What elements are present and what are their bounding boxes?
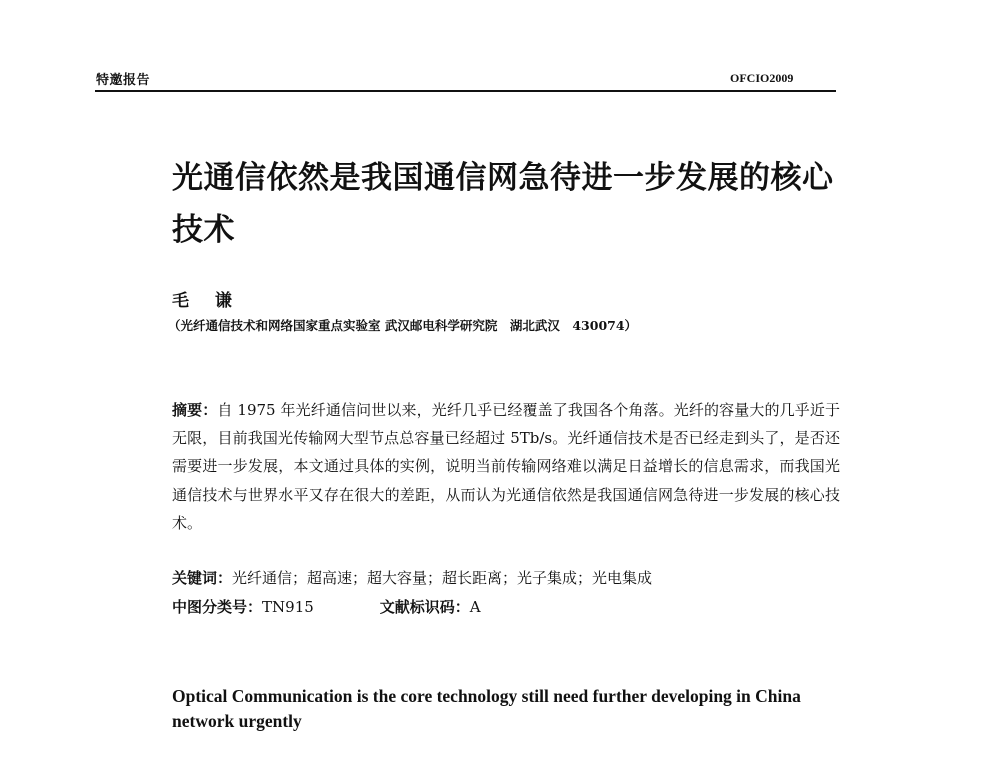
- abstract-label: 摘要：: [172, 401, 218, 419]
- keywords: [172, 567, 652, 588]
- abstract-text: 自 1975 年光纤通信问世以来，光纤几乎已经覆盖了我国各个角落。光纤的容量大的几乎近于无限，目前我国光传输网大型节点总容量已经超过 5Tb/s。光纤通信技术是否已经走到头了，是否还需要进一步发展，本文通过具体的实例，说明当前传输网络难以满足日益增长的信息需求，而我国光通信技术与世界水平又存在很大的差距，从而认为光通信依然是我国通信网急待进一步发展的核心技术。: [172, 401, 840, 532]
- header-section: 特邀报告: [96, 73, 151, 88]
- clc-label: 中图分类号：: [172, 598, 263, 616]
- keywords-text: 光纤通信；超高速；超大容量；超长距离；光子集成；光电集成: [232, 569, 653, 587]
- paper-title: [172, 152, 852, 256]
- english-title: Optical Communication is the core technology still need further developing in China network urgently: [172, 686, 801, 731]
- header-conference: OFCIO2009: [730, 71, 794, 85]
- header-rule: [95, 90, 836, 92]
- title-line-2: 技术: [172, 212, 235, 248]
- abstract: [172, 396, 840, 537]
- keywords-label: 关键词：: [172, 569, 233, 587]
- affiliation: （光纤通信技术和网络国家重点实验室 武汉邮电科学研究院 湖北武汉 430074）: [168, 318, 638, 333]
- doc-code-value: A: [469, 598, 481, 616]
- author: 毛 谦: [172, 291, 235, 311]
- doc-code-label: 文献标识码：: [379, 598, 470, 616]
- clc-value: TN915: [262, 598, 314, 616]
- title-line-1: 光通信依然是我国通信网急待进一步发展的核心: [172, 160, 834, 196]
- classification: [172, 596, 481, 617]
